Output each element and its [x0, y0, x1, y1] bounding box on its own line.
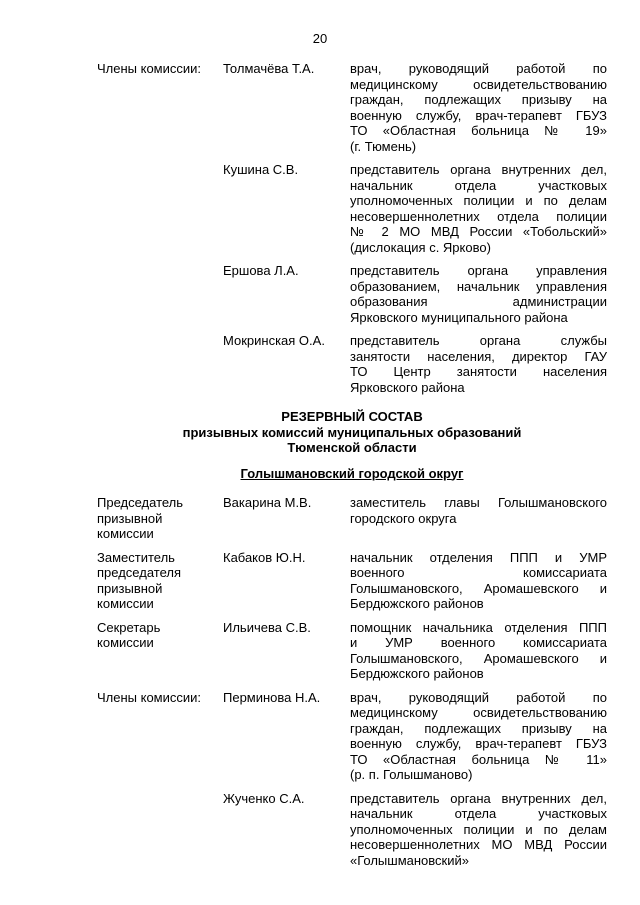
member-role: [97, 333, 223, 395]
member-name: Жученко С.А.: [223, 790, 305, 806]
member-role-line: Секретарь: [97, 619, 161, 635]
member-position-line: представитель органа службы: [350, 333, 607, 348]
member-position-line: (г. Тюмень): [350, 138, 417, 154]
member-position-line: Ярковского района: [350, 379, 465, 395]
member-position: [350, 550, 607, 612]
member-role-line: [97, 162, 223, 178]
member-position-line: Ярковского муниципального района: [350, 309, 568, 325]
member-position-line: Бердюжского районов: [350, 666, 484, 681]
member-name: Кушина С.В.: [223, 162, 299, 177]
member-position-line: врач, руководящий работой по: [350, 61, 607, 76]
member-position-line: медицинскому освидетельствованию: [350, 705, 607, 720]
member-role-line: [97, 263, 223, 279]
member-position-line: представитель органа управления: [350, 263, 607, 278]
member-position: [350, 263, 607, 325]
commission-member-row: [97, 263, 607, 325]
member-position-line: военного комиссариата: [350, 565, 607, 580]
member-position-line: военную службу, врач-терапевт ГБУЗ: [350, 107, 607, 123]
member-position-line: ТО «Областная больница № 11»: [350, 751, 607, 767]
member-role: [97, 690, 223, 783]
member-role: [97, 61, 223, 154]
member-role-line: призывной: [97, 510, 163, 526]
commission-member-row: [97, 550, 607, 612]
member-position-line: Бердюжского районов: [350, 596, 484, 611]
member-name: Ершова Л.А.: [223, 263, 299, 278]
member-position-line: представитель органа внутренних дел,: [350, 790, 607, 806]
reserve-heading: [97, 409, 607, 456]
member-position-line: представитель органа внутренних дел,: [350, 162, 607, 177]
member-position: [350, 690, 607, 783]
member-name: Ильичева С.В.: [223, 619, 311, 635]
member-name: Толмачёва Т.А.: [223, 61, 315, 76]
member-position-line: образования администрации: [350, 294, 607, 309]
member-position: [350, 61, 607, 154]
member-position-line: и УМР военного комиссариата: [350, 635, 607, 650]
member-position-line: Голышмановского, Аромашевского и: [350, 650, 607, 666]
member-position-line: (дислокация с. Ярково): [350, 239, 491, 255]
member-role-line: комиссии: [97, 526, 154, 541]
member-position-line: (р. п. Голышманово): [350, 767, 473, 782]
member-position-line: врач, руководящий работой по: [350, 689, 607, 705]
member-position-line: уполномоченных полиции и по делам: [350, 193, 607, 208]
commission-member-row: [97, 495, 607, 542]
member-position-line: № 2 МО МВД России «Тобольский»: [350, 224, 607, 239]
member-role-line: Председатель: [97, 495, 184, 510]
member-role-line: Заместитель: [97, 549, 175, 565]
member-role: [97, 791, 223, 869]
document-body: [97, 61, 607, 876]
commission-member-row: [97, 333, 607, 395]
member-name: Мокринская О.А.: [223, 333, 325, 348]
member-position-line: занятости населения, директор ГАУ: [350, 348, 607, 364]
reserve-commission-section: [97, 495, 607, 868]
commission-member-row: [97, 791, 607, 869]
member-position-line: помощник начальника отделения ППП: [350, 619, 607, 635]
member-role-line: комиссии: [97, 596, 154, 611]
member-position-line: начальник отделения ППП и УМР: [350, 549, 607, 565]
commission-member-row: [97, 690, 607, 783]
member-position-line: военную службу, врач-терапевт ГБУЗ: [350, 736, 607, 751]
member-position-line: начальник отдела участковых: [350, 177, 607, 193]
member-position: [350, 162, 607, 255]
commission-member-row: [97, 162, 607, 255]
member-role: [97, 162, 223, 255]
member-position-line: начальник отдела участковых: [350, 806, 607, 821]
member-role-line: [97, 333, 223, 349]
member-role: [97, 495, 223, 542]
member-position-line: заместитель главы Голышмановского: [350, 495, 607, 510]
member-role-line: председателя: [97, 565, 182, 580]
member-position-line: несовершеннолетних МО МВД России: [350, 837, 607, 852]
member-name: Перминова Н.А.: [223, 689, 321, 705]
member-role-line: Члены комиссии:: [97, 689, 202, 705]
member-position-line: уполномоченных полиции и по делам: [350, 821, 607, 837]
member-position-line: граждан, подлежащих призыву на: [350, 720, 607, 736]
commission-members-section: [97, 61, 607, 395]
member-position-line: медицинскому освидетельствованию: [350, 76, 607, 92]
member-position-line: ТО Центр занятости населения: [350, 364, 607, 379]
commission-member-row: [97, 620, 607, 682]
member-role-line: [97, 791, 223, 807]
member-role: [97, 550, 223, 612]
member-position-line: образованием, начальник управления: [350, 278, 607, 294]
member-position-line: ТО «Областная больница № 19»: [350, 123, 607, 138]
member-role-line: Члены комиссии:: [97, 61, 202, 76]
reserve-heading-line1: РЕЗЕРВНЫЙ СОСТАВ: [281, 409, 423, 424]
member-position-line: «Голышмановский»: [350, 852, 469, 868]
member-role-line: призывной: [97, 580, 163, 596]
page-number: 20: [312, 31, 328, 46]
member-position-line: граждан, подлежащих призыву на: [350, 92, 607, 107]
member-position: [350, 791, 607, 869]
member-position: [350, 333, 607, 395]
member-role: [97, 263, 223, 325]
member-position-line: городского округа: [350, 510, 457, 526]
member-position-line: несовершеннолетних отдела полиции: [350, 208, 607, 224]
district-title: Голышмановский городской округ: [240, 465, 464, 481]
member-name: Вакарина М.В.: [223, 495, 312, 510]
reserve-heading-line2: призывных комиссий муниципальных образований: [182, 424, 522, 440]
reserve-heading-line3: Тюменской области: [287, 440, 417, 455]
member-position-line: Голышмановского, Аромашевского и: [350, 580, 607, 596]
commission-member-row: [97, 61, 607, 154]
member-position: [350, 495, 607, 542]
member-role-line: комиссии: [97, 635, 154, 650]
member-name: Кабаков Ю.Н.: [223, 549, 306, 565]
member-position: [350, 620, 607, 682]
member-role: [97, 620, 223, 682]
